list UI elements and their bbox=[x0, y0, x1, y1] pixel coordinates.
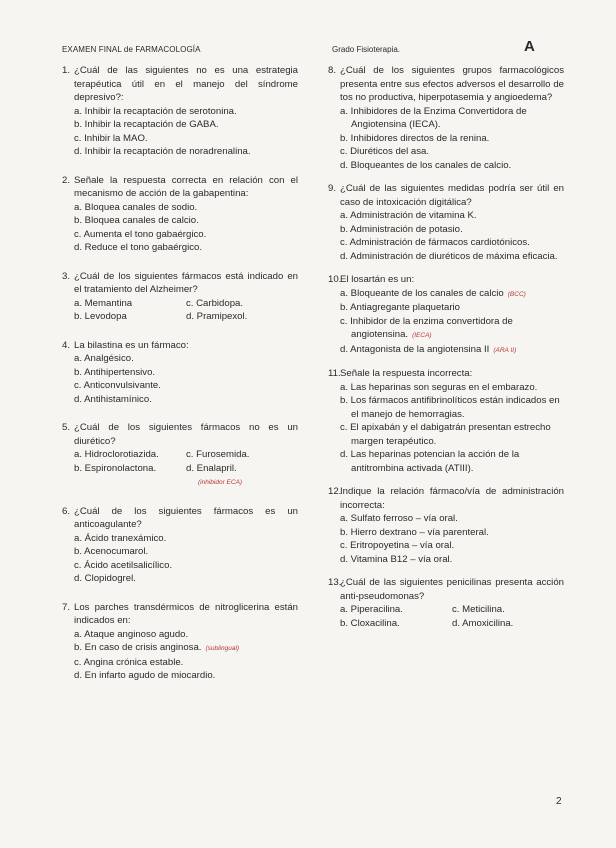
option-a[interactable]: a. Piperacilina. bbox=[340, 604, 403, 615]
option-a[interactable]: a. Hidroclorotiazida. bbox=[74, 449, 159, 460]
option-b[interactable]: b. Administración de potasio. bbox=[340, 223, 463, 235]
question-stem: ¿Cuál de los siguientes fármacos es un anticoagulante? bbox=[74, 505, 298, 530]
option-b[interactable]: b. Hierro dextrano – vía parenteral. bbox=[340, 526, 489, 538]
question-stem: ¿Cuál de las siguientes penicilinas presenta acción anti-pseudomonas? bbox=[340, 577, 564, 602]
option-a[interactable]: a. Inhibir la recaptación de serotonina. bbox=[74, 105, 237, 117]
question-stem: Indique la relación fármaco/vía de administración incorrecta: bbox=[340, 486, 564, 511]
option-c-text: c. Inhibidor de la enzima convertidora de angiotensina. bbox=[340, 315, 513, 340]
option-b[interactable]: b. Cloxacilina. bbox=[340, 617, 400, 629]
question-7 bbox=[62, 601, 298, 683]
option-d[interactable]: d. Bloqueantes de los canales de calcio. bbox=[340, 159, 512, 171]
question-number: 4. bbox=[62, 339, 71, 351]
question-6 bbox=[62, 505, 298, 586]
option-c[interactable]: c. Administración de fármacos cardiotónicos. bbox=[340, 237, 530, 248]
question-stem: Señale la respuesta incorrecta: bbox=[340, 368, 473, 379]
question-4 bbox=[62, 339, 298, 407]
left-column bbox=[62, 64, 298, 698]
option-c[interactable]: c. Anticonvulsivante. bbox=[74, 380, 161, 391]
handwritten-note: (ARA II) bbox=[493, 346, 517, 354]
question-stem: La bilastina es un fármaco: bbox=[74, 339, 189, 351]
option-b[interactable]: b. Inhibir la recaptación de GABA. bbox=[74, 119, 219, 130]
question-stem: ¿Cuál de los siguientes fármacos no es un diurético? bbox=[74, 422, 298, 447]
option-b[interactable]: b. Antihipertensivo. bbox=[74, 366, 156, 378]
question-stem: ¿Cuál de los siguientes grupos farmacológicos presenta entre sus efectos adversos el desarrollo de tos no productiva, hiperpotasemia y angioedema? bbox=[340, 65, 564, 103]
question-number: 7. bbox=[62, 601, 71, 613]
option-c[interactable]: c. Eritropoyetina – vía oral. bbox=[340, 540, 455, 551]
option-d-text: d. Antagonista de la angiotensina II bbox=[340, 343, 490, 355]
question-number: 2. bbox=[62, 174, 71, 186]
option-d-text: d. Enalapril. bbox=[186, 462, 237, 474]
option-c[interactable]: c. Ácido acetilsalicílico. bbox=[74, 559, 173, 571]
option-d[interactable] bbox=[340, 343, 564, 358]
option-c[interactable]: c. Carbidopa. bbox=[186, 297, 244, 309]
option-c[interactable]: c. Angina crónica estable. bbox=[74, 656, 184, 668]
degree-label: Grado Fisioterapia. bbox=[332, 45, 401, 54]
exam-title: EXAMEN FINAL de FARMACOLOGÍA bbox=[62, 45, 201, 54]
option-b[interactable]: b. Los fármacos antifibrinolíticos están indicados en el manejo de hemorragias. bbox=[340, 395, 560, 420]
question-stem: Señale la respuesta correcta en relación con el mecanismo de acción de la gabapentina: bbox=[74, 174, 298, 199]
option-a-text: a. Bloqueante de los canales de calcio bbox=[340, 287, 504, 299]
question-2 bbox=[62, 174, 298, 255]
option-a[interactable]: a. Inhibidores de la Enzima Convertidora de Angiotensina (IECA). bbox=[340, 105, 527, 130]
option-a[interactable]: a. Analgésico. bbox=[74, 353, 134, 364]
option-b[interactable]: b. Bloquea canales de calcio. bbox=[74, 215, 199, 226]
option-d[interactable]: d. Las heparinas potencian la acción de la antitrombina activada (ATIII). bbox=[340, 449, 520, 474]
question-number: 12. bbox=[328, 486, 342, 497]
option-b[interactable] bbox=[74, 641, 298, 656]
question-11 bbox=[328, 367, 564, 475]
question-number: 9. bbox=[328, 183, 337, 194]
question-stem: ¿Cuál de los siguientes fármacos está indicado en el tratamiento del Alzheimer? bbox=[74, 270, 298, 295]
option-b[interactable]: b. Levodopa bbox=[74, 311, 127, 322]
question-number: 8. bbox=[328, 65, 337, 76]
option-c[interactable] bbox=[340, 315, 564, 343]
handwritten-note: (sublingual) bbox=[205, 645, 240, 652]
option-b[interactable]: b. Inhibidores directos de la renina. bbox=[340, 132, 490, 144]
question-number: 5. bbox=[62, 422, 71, 433]
option-d[interactable]: d. Inhibir la recaptación de noradrenalina. bbox=[74, 146, 251, 157]
question-number: 10. bbox=[328, 274, 342, 285]
option-a[interactable]: a. Las heparinas son seguras en el embarazo. bbox=[340, 381, 538, 393]
option-d[interactable]: d. Reduce el tono gabaérgico. bbox=[74, 242, 203, 253]
option-c[interactable]: c. El apixabán y el dabigatrán presentan estrecho margen terapéutico. bbox=[340, 422, 551, 447]
option-b-text: b. En caso de crisis anginosa. bbox=[74, 642, 202, 653]
question-number: 11. bbox=[328, 368, 341, 379]
option-d[interactable]: d. Pramipexol. bbox=[186, 311, 248, 322]
question-9 bbox=[328, 182, 564, 263]
page-number: 2 bbox=[556, 796, 562, 807]
question-12 bbox=[328, 485, 564, 566]
option-a[interactable]: a. Administración de vitamina K. bbox=[340, 210, 477, 221]
question-3 bbox=[62, 270, 298, 324]
handwritten-note: (BCC) bbox=[507, 290, 526, 298]
option-d[interactable]: d. Antihistamínico. bbox=[74, 393, 152, 405]
handwritten-note: (inhibidor ECA) bbox=[198, 479, 243, 486]
option-c[interactable]: c. Diuréticos del asa. bbox=[340, 146, 430, 157]
question-number: 3. bbox=[62, 270, 71, 282]
question-8 bbox=[328, 64, 564, 172]
right-column bbox=[328, 64, 564, 640]
option-a[interactable]: a. Memantina bbox=[74, 297, 133, 309]
question-stem: ¿Cuál de las siguientes no es una estrategia terapéutica útil en el manejo del síndrome depresivo?: bbox=[74, 65, 298, 103]
question-stem: Los parches transdérmicos de nitroglicerina están indicados en: bbox=[74, 601, 298, 626]
option-a[interactable]: a. Ataque anginoso agudo. bbox=[74, 628, 189, 640]
exam-version-letter: A bbox=[524, 38, 535, 55]
question-number: 13. bbox=[328, 577, 342, 588]
question-stem: ¿Cuál de las siguientes medidas podría ser útil en caso de intoxicación digitálica? bbox=[340, 183, 564, 208]
option-d[interactable]: d. Clopidogrel. bbox=[74, 573, 136, 584]
option-d[interactable]: d. Vitamina B12 – vía oral. bbox=[340, 553, 453, 565]
option-c[interactable]: c. Meticilina. bbox=[452, 604, 505, 615]
option-a[interactable] bbox=[340, 287, 564, 302]
handwritten-note: (IECA) bbox=[412, 332, 432, 339]
option-a[interactable]: a. Ácido tranexámico. bbox=[74, 532, 167, 544]
option-c[interactable]: c. Aumenta el tono gabaérgico. bbox=[74, 228, 207, 240]
option-a[interactable]: a. Bloquea canales de sodio. bbox=[74, 201, 198, 213]
option-d[interactable]: d. En infarto agudo de miocardio. bbox=[74, 670, 216, 681]
question-stem: El losartán es un: bbox=[340, 274, 415, 285]
option-c[interactable]: c. Inhibir la MAO. bbox=[74, 132, 148, 144]
option-b[interactable]: b. Acenocumarol. bbox=[74, 546, 149, 557]
question-number: 1. bbox=[62, 65, 71, 76]
option-d[interactable]: d. Administración de diuréticos de máxima eficacia. bbox=[340, 250, 558, 262]
option-b[interactable]: b. Antiagregante plaquetario bbox=[340, 302, 461, 313]
question-5 bbox=[62, 421, 298, 490]
question-13 bbox=[328, 576, 564, 630]
question-10 bbox=[328, 273, 564, 357]
question-number: 6. bbox=[62, 505, 71, 517]
option-d[interactable] bbox=[186, 462, 298, 476]
option-d[interactable]: d. Amoxicilina. bbox=[452, 617, 514, 629]
option-b[interactable]: b. Espironolactona. bbox=[74, 462, 157, 474]
option-c[interactable]: c. Furosemida. bbox=[186, 449, 250, 460]
question-1 bbox=[62, 64, 298, 159]
option-a[interactable]: a. Sulfato ferroso – vía oral. bbox=[340, 513, 458, 524]
